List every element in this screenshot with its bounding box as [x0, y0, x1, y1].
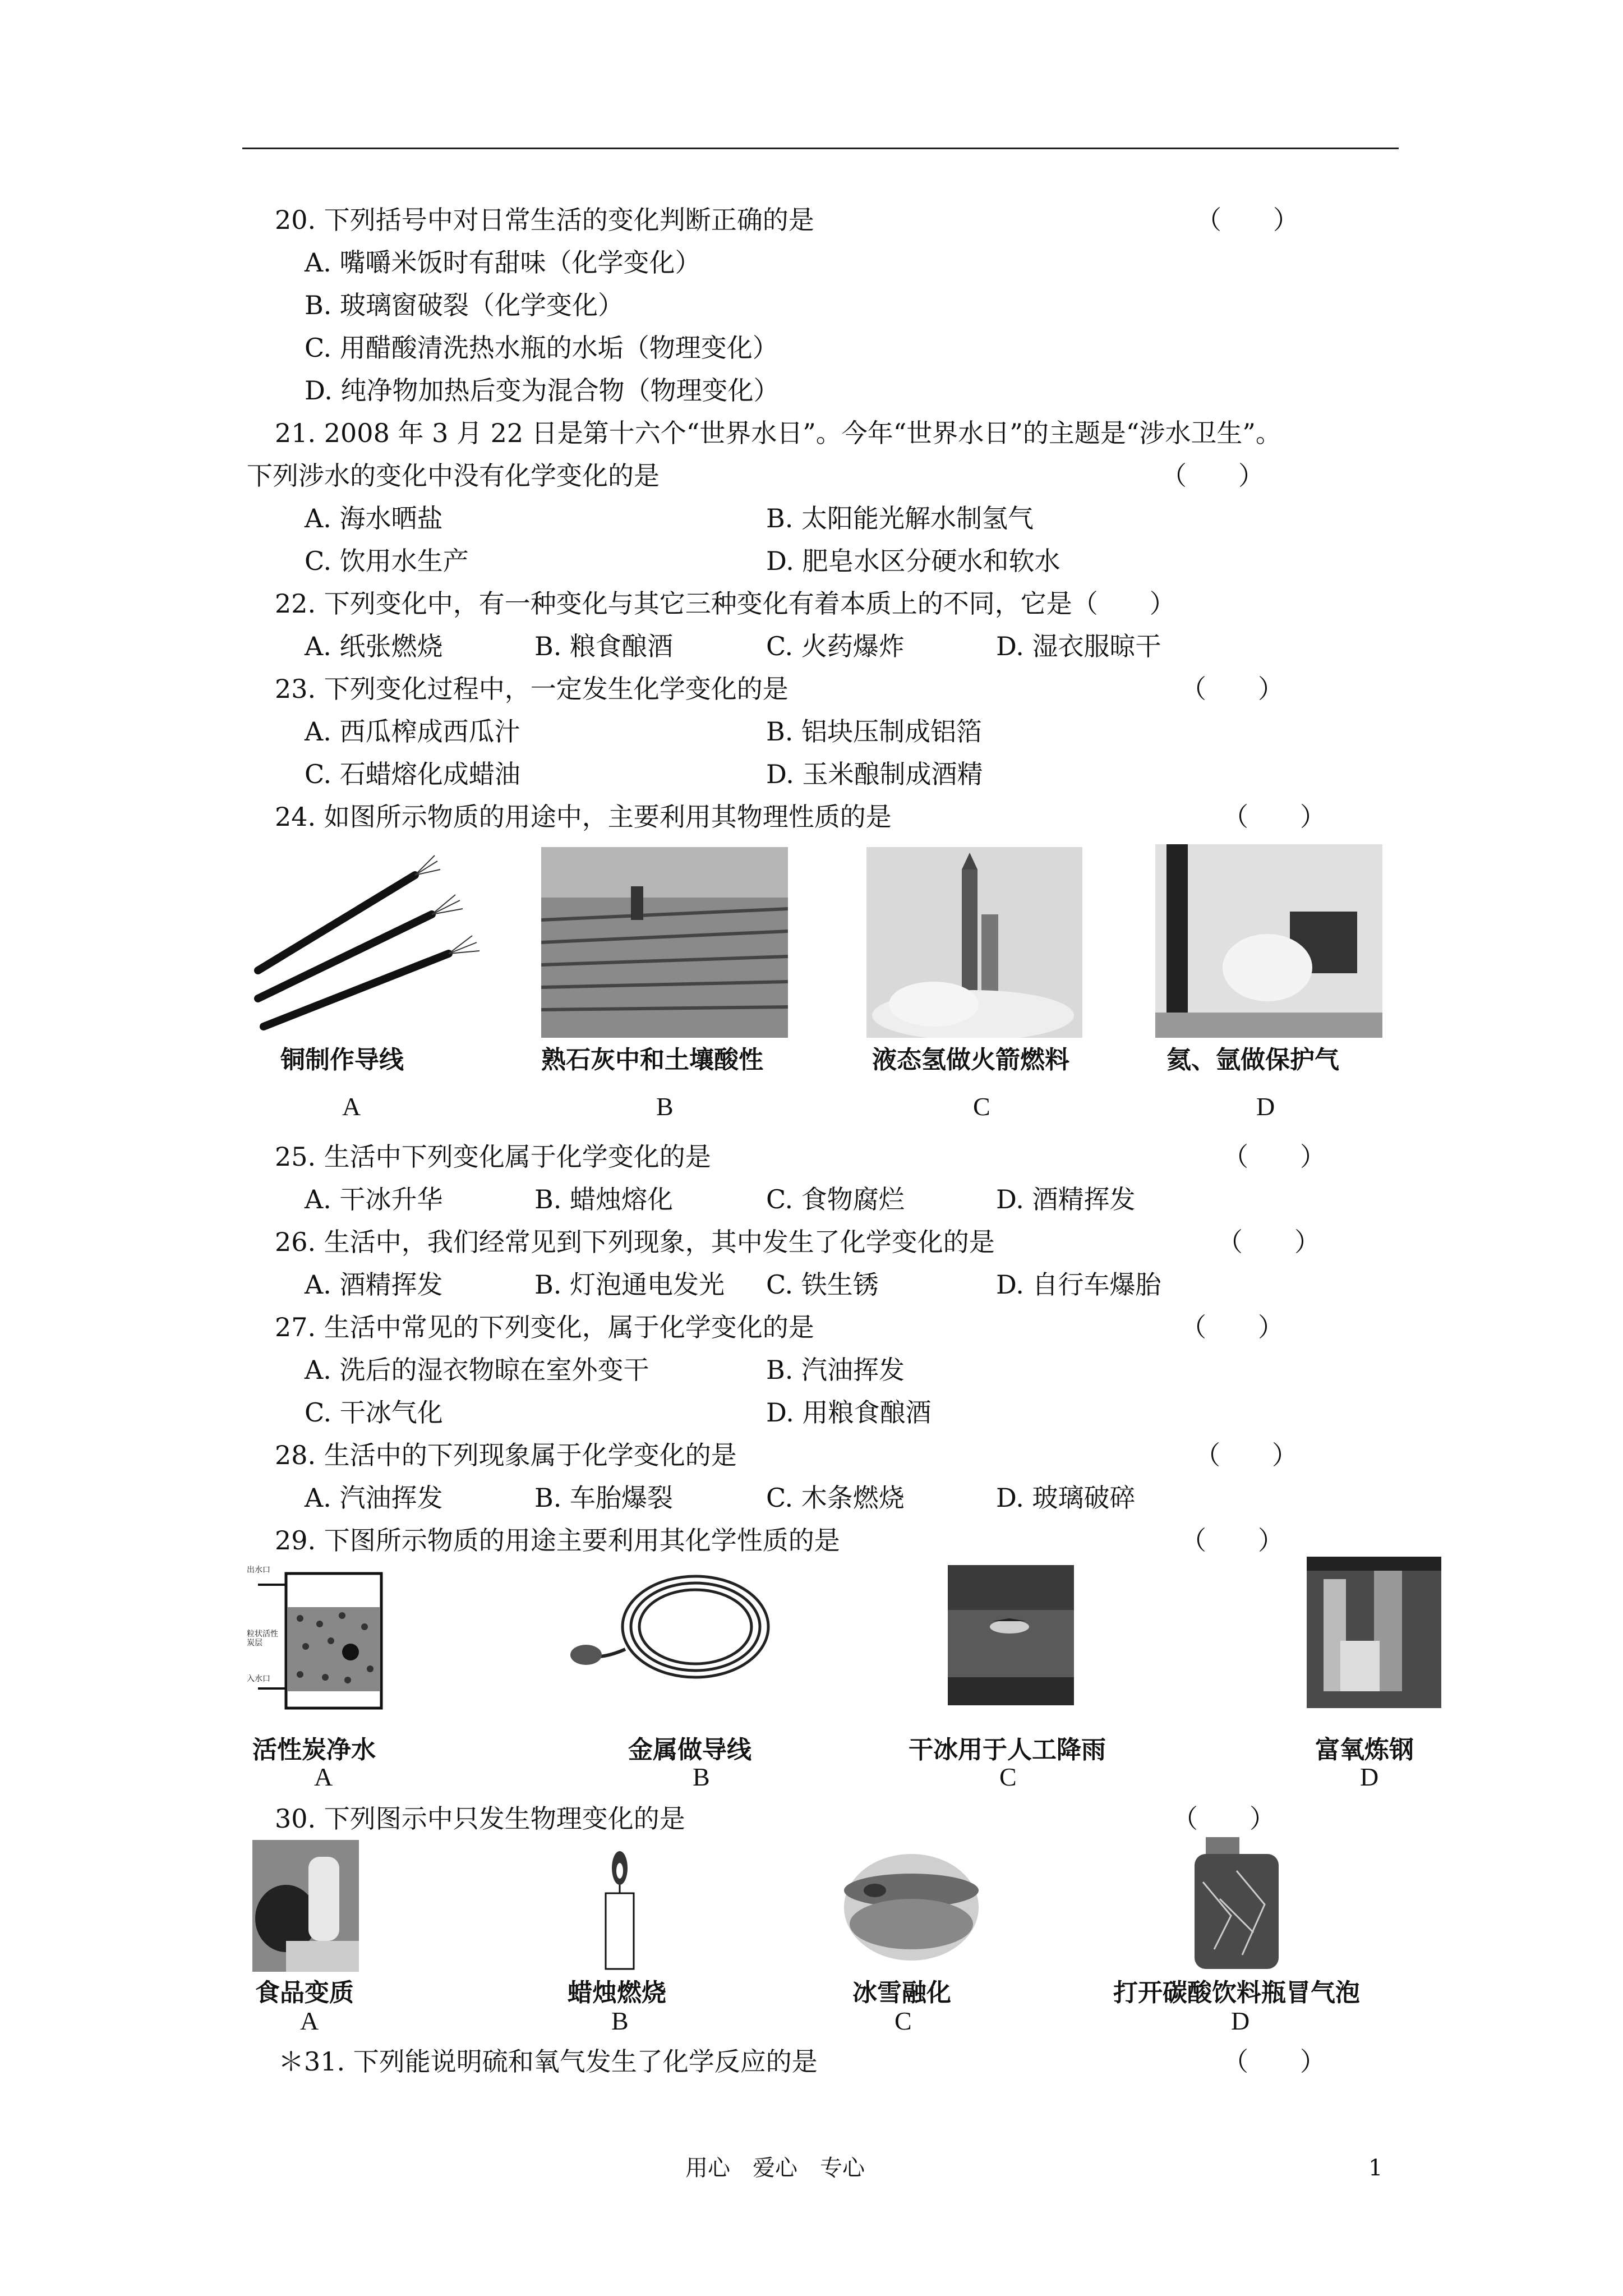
q29-caption-d: 富氧炼钢	[1315, 1736, 1414, 1764]
filter-label-carbon: 粒状活性炭层	[247, 1630, 278, 1648]
q30-letter-a: A	[300, 2007, 319, 2035]
q20-option-a: A. 嘴嚼米饭时有甜味（化学变化）	[305, 247, 701, 278]
q21-option-d: D. 肥皂水区分硬水和软水	[766, 546, 1061, 576]
q23-stem: 23. 下列变化过程中，一定发生化学变化的是	[275, 674, 789, 704]
q30-caption-a: 食品变质	[255, 1978, 354, 2007]
q29-letter-a: A	[314, 1763, 333, 1791]
q30-answer-paren: （ ）	[1172, 1803, 1275, 1834]
q24-caption-c: 液态氢做火箭燃料	[872, 1046, 1069, 1074]
q25-option-c: C. 食物腐烂	[766, 1184, 905, 1214]
q30-stem: 30. 下列图示中只发生物理变化的是	[275, 1803, 685, 1834]
q28-option-d: D. 玻璃破碎	[996, 1483, 1136, 1513]
q29-letter-d: D	[1360, 1763, 1379, 1791]
q29-image-cable-coil	[561, 1565, 780, 1711]
q29-image-steelmaking	[1307, 1557, 1441, 1708]
q20-answer-paren: （ ）	[1196, 205, 1299, 235]
q22-stem: 22. 下列变化中，有一种变化与其它三种变化有着本质上的不同，它是（ ）	[275, 588, 1175, 619]
q24-caption-a: 铜制作导线	[280, 1046, 404, 1074]
q24-letter-b: B	[656, 1092, 674, 1121]
q24-image-welding	[1155, 844, 1382, 1038]
q28-stem: 28. 生活中的下列现象属于化学变化的是	[275, 1440, 737, 1470]
q24-image-copper-wires	[247, 853, 494, 1038]
q30-letter-d: D	[1231, 2007, 1250, 2035]
page-number: 1	[1368, 2155, 1383, 2181]
q25-stem: 25. 生活中下列变化属于化学变化的是	[275, 1142, 711, 1172]
q25-answer-paren: （ ）	[1223, 1142, 1326, 1172]
q24-caption-d: 氦、氩做保护气	[1166, 1046, 1339, 1074]
q28-option-a: A. 汽油挥发	[305, 1483, 443, 1513]
q30-letter-b: B	[611, 2007, 629, 2035]
q26-option-c: C. 铁生锈	[766, 1269, 879, 1300]
q24-letter-c: C	[973, 1092, 990, 1121]
q24-stem: 24. 如图所示物质的用途中，主要利用其物理性质的是	[275, 802, 892, 832]
q22-option-a: A. 纸张燃烧	[305, 631, 443, 661]
q29-caption-a: 活性炭净水	[252, 1736, 376, 1764]
q24-answer-paren: （ ）	[1223, 802, 1326, 832]
q25-option-b: B. 蜡烛熔化	[534, 1184, 674, 1214]
q21-option-b: B. 太阳能光解水制氢气	[766, 503, 1034, 533]
q31-stem: ＊31. 下列能说明硫和氧气发生了化学反应的是	[278, 2046, 818, 2077]
q27-answer-paren: （ ）	[1181, 1312, 1284, 1342]
q29-caption-c: 干冰用于人工降雨	[909, 1736, 1106, 1764]
q30-caption-b: 蜡烛燃烧	[568, 1978, 666, 2007]
q31-answer-paren: （ ）	[1223, 2046, 1326, 2077]
q20-stem: 20. 下列括号中对日常生活的变化判断正确的是	[275, 205, 814, 235]
q30-image-snow-melting	[841, 1851, 981, 1963]
q21-stem-line2: 下列涉水的变化中没有化学变化的是	[247, 461, 660, 491]
filter-label-inlet: 入水口	[247, 1674, 270, 1683]
q30-image-spoiled-food	[252, 1840, 359, 1972]
q24-image-rocket	[866, 847, 1082, 1038]
q27-stem: 27. 生活中常见的下列变化，属于化学变化的是	[275, 1312, 814, 1342]
q29-letter-b: B	[693, 1763, 710, 1791]
q22-option-d: D. 湿衣服晾干	[996, 631, 1161, 661]
q30-caption-c: 冰雪融化	[852, 1978, 951, 2007]
q24-letter-a: A	[342, 1092, 361, 1121]
q20-option-d: D. 纯净物加热后变为混合物（物理变化）	[305, 375, 780, 406]
q23-option-d: D. 玉米酿制成酒精	[766, 759, 983, 789]
q24-letter-d: D	[1256, 1092, 1275, 1121]
q23-option-a: A. 西瓜榨成西瓜汁	[305, 716, 520, 747]
q29-image-carbon-filter	[247, 1562, 398, 1714]
q27-option-c: C. 干冰气化	[305, 1397, 443, 1428]
q28-option-c: C. 木条燃烧	[766, 1483, 905, 1513]
footer-motto: 用心 爱心 专心	[685, 2155, 865, 2181]
q21-answer-paren: （ ）	[1161, 461, 1264, 491]
q28-option-b: B. 车胎爆裂	[534, 1483, 674, 1513]
q26-option-a: A. 酒精挥发	[305, 1269, 443, 1300]
q22-option-b: B. 粮食酿酒	[534, 631, 674, 661]
q26-option-b: B. 灯泡通电发光	[534, 1269, 725, 1300]
q20-option-b: B. 玻璃窗破裂（化学变化）	[305, 290, 624, 320]
q29-answer-paren: （ ）	[1181, 1525, 1284, 1556]
q26-stem: 26. 生活中，我们经常见到下列现象，其中发生了化学变化的是	[275, 1227, 995, 1257]
q29-stem: 29. 下图所示物质的用途主要利用其化学性质的是	[275, 1525, 840, 1556]
q30-caption-d: 打开碳酸饮料瓶冒气泡	[1113, 1978, 1360, 2007]
q29-image-sky-plane	[948, 1565, 1074, 1705]
q28-answer-paren: （ ）	[1195, 1440, 1298, 1470]
q29-caption-b: 金属做导线	[628, 1736, 751, 1764]
q30-image-candle	[589, 1846, 651, 1972]
q25-option-a: A. 干冰升华	[305, 1184, 443, 1214]
q29-letter-c: C	[999, 1763, 1017, 1791]
q30-letter-c: C	[895, 2007, 912, 2035]
q21-stem-line1: 21. 2008 年 3 月 22 日是第十六个“世界水日”。今年“世界水日”的主题是“涉水卫生”。	[275, 418, 1281, 448]
q21-option-a: A. 海水晒盐	[305, 503, 443, 533]
q22-option-c: C. 火药爆炸	[766, 631, 905, 661]
q26-answer-paren: （ ）	[1217, 1227, 1320, 1257]
filter-label-outlet: 出水口	[247, 1566, 270, 1575]
q24-caption-b: 熟石灰中和土壤酸性	[541, 1046, 763, 1074]
q23-option-c: C. 石蜡熔化成蜡油	[305, 759, 520, 789]
q20-option-c: C. 用醋酸清洗热水瓶的水垢（物理变化）	[305, 333, 778, 363]
q23-option-b: B. 铝块压制成铝箔	[766, 716, 983, 747]
q26-option-d: D. 自行车爆胎	[996, 1269, 1161, 1300]
q24-image-field	[541, 847, 788, 1038]
q27-option-b: B. 汽油挥发	[766, 1355, 905, 1385]
q30-image-soda-bottle	[1186, 1837, 1287, 1975]
q27-option-a: A. 洗后的湿衣物晾在室外变干	[305, 1355, 649, 1385]
q27-option-d: D. 用粮食酿酒	[766, 1397, 932, 1428]
q25-option-d: D. 酒精挥发	[996, 1184, 1136, 1214]
q23-answer-paren: （ ）	[1181, 674, 1284, 704]
header-rule	[242, 148, 1399, 149]
q21-option-c: C. 饮用水生产	[305, 546, 469, 576]
